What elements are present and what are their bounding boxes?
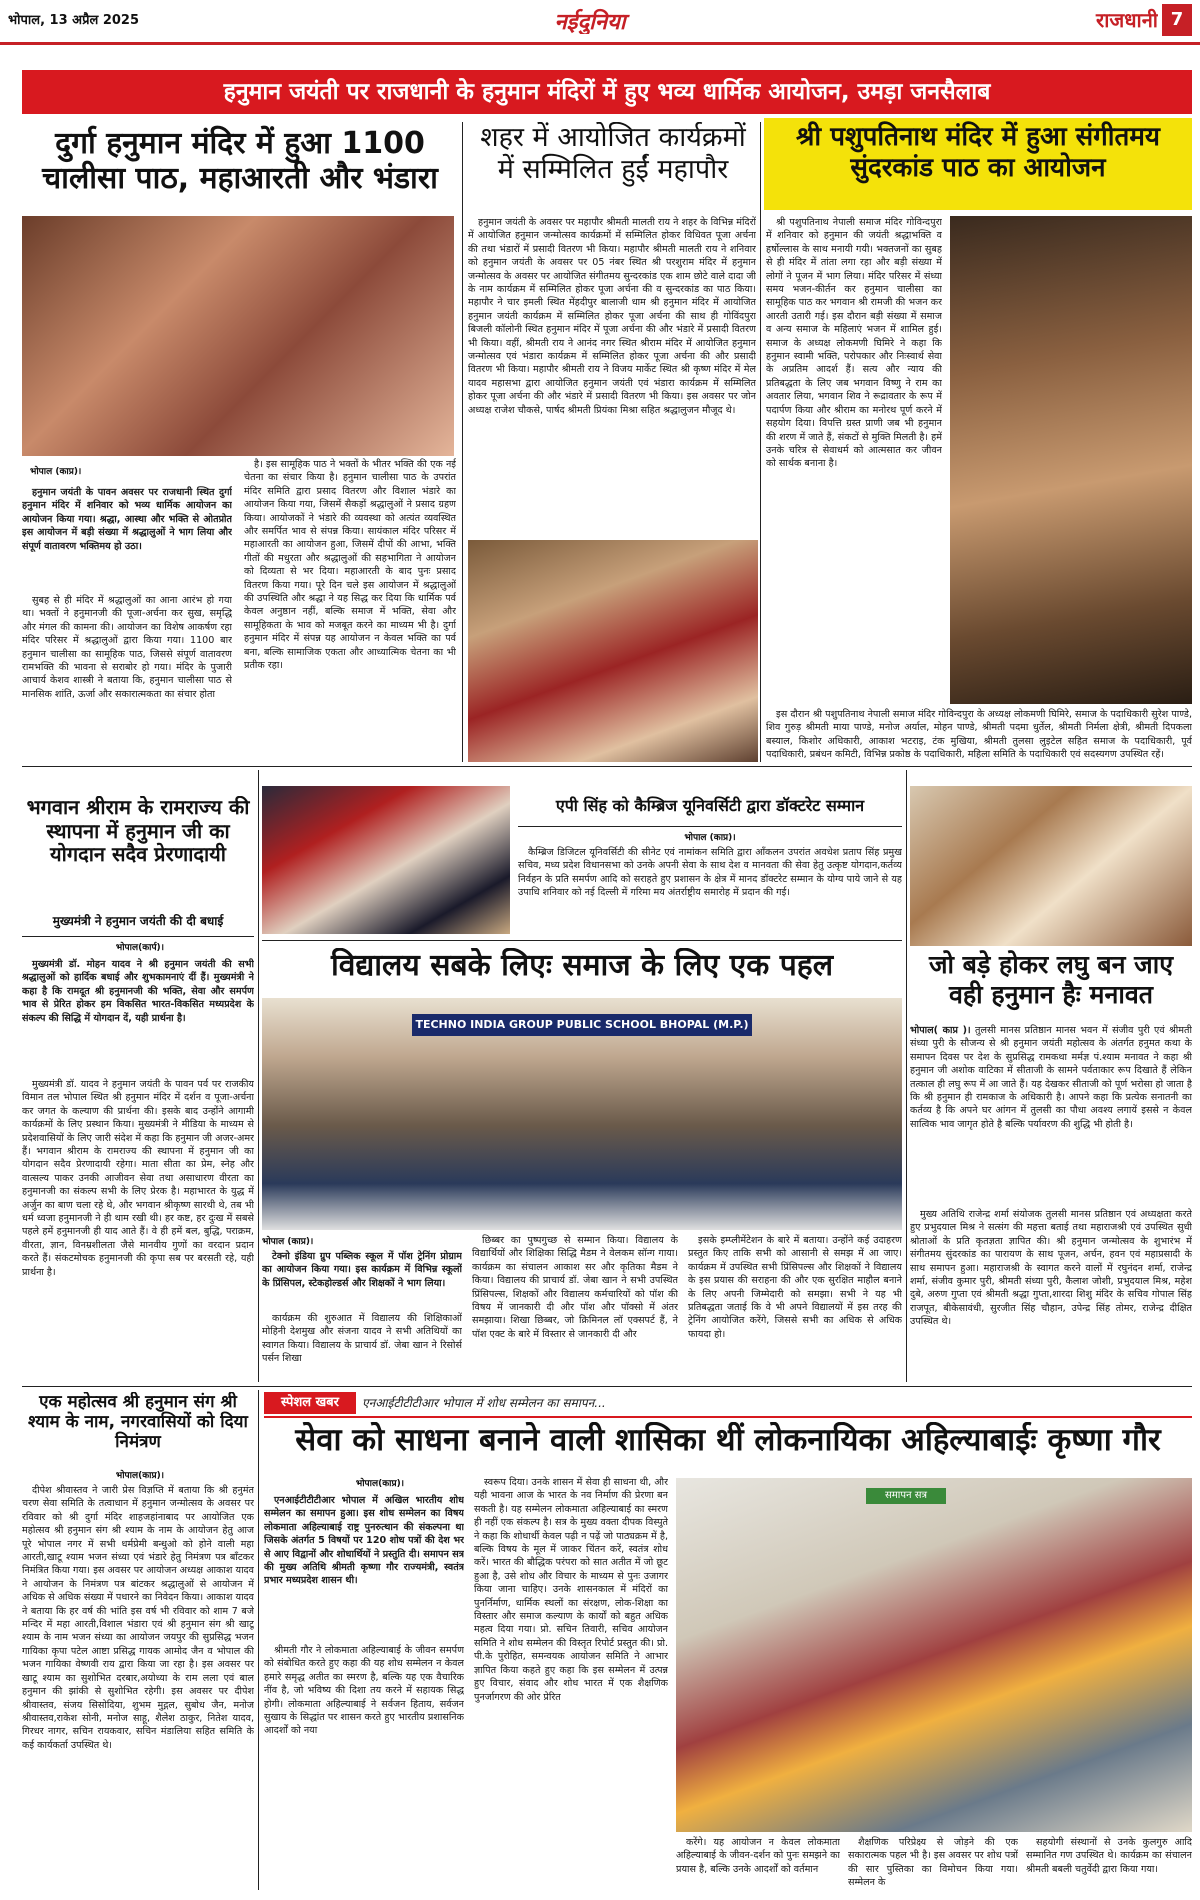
story6-photo — [262, 998, 902, 1230]
story5-photo — [262, 786, 510, 934]
story4-lead-text: मुख्यमंत्री डॉ. मोहन यादव ने श्री हनुमान जयंती की सभी श्रद्धालुओं को हार्दिक बधाई और शुभकामनाएं दीं हैं। मुख्यमंत्री ने कहा है कि रामदूत श्री हनुमानजी की भक्ति, सेवा और समर्पण भाव से प्रेरित होकर हम विकसित भारत-विकसित मध्यप्रदेश के संकल्प की सिद्धि में योगदान दें, यही प्रार्थना है। — [22, 959, 254, 1024]
story1-photo — [22, 216, 454, 456]
story9-tag-text: स्पेशल खबर — [281, 1395, 339, 1410]
story7-photo — [910, 786, 1192, 946]
story9-col4-text: शैक्षणिक परिप्रेक्ष्य से जोड़ने की एक सकारात्मक पहल भी है। इस अवसर पर शोध पत्रों की सार पुस्तिका का विमोचन किया गया। सम्मेलन के — [848, 1837, 1018, 1889]
story8-headline: एक महोत्सव श्री हनुमान संग श्री श्याम के नाम, नगरवासियों को दिया निमंत्रण — [28, 1392, 248, 1453]
story4-body — [22, 1078, 254, 1382]
story5-body — [518, 846, 902, 936]
story9-col5 — [1026, 1836, 1192, 1890]
story6-col2 — [472, 1234, 678, 1382]
story9-photo-banner-text: समापन सत्र — [884, 1490, 928, 1501]
story4-body-text: मुख्यमंत्री डॉ. यादव ने हनुमान जयंती के पावन पर्व पर राजकीय विमान तल भोपाल स्थित श्री हनुमान मंदिर में दर्शन व पूजा-अर्चना कर जगत के कल्याण की प्रार्थना की। इसके बाद उन्होंने आगामी कार्यक्रमों के लिए प्रस्थान किया। मुख्यमंत्री ने मीडिया के माध्यम से प्रदेशवासियों के लिए जारी संदेश में कहा कि हनुमान जी अजर-अमर हैं। भगवान श्रीराम के रामराज्य की स्थापना में हनुमान जी का योगदान सदैव प्रेरणादायी रहेगा। माता सीता का प्रेम, स्नेह और वात्सल्य पाकर उनकी आजीवन सेवा तथा असाधारण वीरता का हनुमानजी का संकल्प सभी के लिए प्रेरक है। महाभारत के युद्ध में अर्जुन का बाण चला रहे थे, और भगवान श्रीकृष्ण सारथी थे, तब भी धर्म ध्वजा हनुमानजी ने ही थाम रखी थी। हर कष्ट, हर दुःख में सबसे पहले हमें हनुमानजी ही याद आते हैं। वे ही हमें बल, बुद्धि, पराक्रम, वीरता, ज्ञान, विनम्रशीलता जैसे मानवीय गुणों का वरदान प्रदान करते हैं। संकटमोचक हनुमानजी की कृपा सब पर बरसती रहे, यही प्रार्थना है। — [22, 1079, 254, 1278]
story8-body-text: दीपेश श्रीवास्तव ने जारी प्रेस विज्ञप्ति में बताया कि श्री हनुमंत चरण सेवा समिति के तत्वाधान में हनुमान जन्मोत्सव के अवसर पर रविवार को श्री दुर्गा मंदिर शाहजहांनाबाद पर आयोजित एक महोत्सव श्री हनुमान संग श्री श्याम के नाम के आयोजन हेतु आज पूरे भोपाल नगर में सभी धर्मप्रेमी बन्धुओ को होने वाली महा आरती,खाटू श्याम भजन संध्या एवं भंडारे हेतु निमंत्रण पत्र बाँटकर निमंत्रित किया गया। इस अवसर पर आयोजन अध्यक्ष आकाश यादव ने आयोजन के निमंत्रण पत्र बांटकर श्रद्धालुओं से आयोजन में अधिक से अधिक संख्या में पधारने का निवेदन किया। आकाश यादव ने बताया कि हर वर्ष की भांति इस वर्ष भी रविवार को शाम 7 बजे मन्दिर में महा आरती,विशाल भंडारा एवं श्री हनुमान संग श्री खाटू श्याम के नाम भजन संध्या का आयोजन जयपुर की सुप्रसिद्ध भजन गायिका कृपा पटेल आष्टा प्रसिद्ध गायक आमोद जैन व भोपाल की भजन गायिका वेष्णवी राय द्वारा किया जा रहा है। इस अवसर पर खाटू श्याम का सुशोभित दरबार,अयोध्या के राम लला एवं बाल हनुमान की झांकी से सुशोभित रहेगी। इस अवसर पर दीपेश श्रीवास्तव, संजय सिसोदिया, शुभम मुद्गल, सुबोध जैन, मनोज श्रीवास्तव,राकेश सोनी, मनोज साहू, शैलेश ठाकुर, नितेश यादव, गिरधर नागर, सचिन रायकवार, सचिन मंडालिया सहित समिति के कई कार्यकर्ता उपस्थित थे। — [22, 1485, 254, 1751]
story6-col1 — [262, 1312, 462, 1382]
story6-col3 — [688, 1234, 902, 1382]
masthead — [0, 0, 1200, 50]
page-number: 7 — [1170, 9, 1184, 30]
story5-body-text: कैम्ब्रिज डिजिटल यूनिवर्सिटी की सीनेट एवं नामांकन समिति द्वारा आँकलन उपरांत अवधेश प्रताप सिंह प्रमुख सचिव, मध्य प्रदेश विधानसभा को उनके अपनी सेवा के साथ देश व मानवता की सेवा हेतु उत्कृष्ट योगदान,कर्तव्य निर्वहन के प्रति समर्पण आदि को सराहते हुए प्रशासन के क्षेत्र में मानद डॉक्टरेट सम्मान के योग्य पाये जाने से यह उपाधि शनिवार को नई दिल्ली में गरिमा मय अंतर्राष्ट्रीय समारोह में प्रदान की गई। — [518, 847, 902, 899]
story1-col2-text: है। इस सामूहिक पाठ ने भक्तों के भीतर भक्ति की एक नई चेतना का संचार किया है। हनुमान चालीसा पाठ के उपरांत मंदिर समिति द्वारा प्रसाद वितरण और विशाल भंडारे का आयोजन किया गया, जिसमें सैकड़ों श्रद्धालुओं ने प्रसाद ग्रहण किया। आयोजकों ने भंडारे की व्यवस्था को अत्यंत व्यवस्थित और समर्पित भाव से संपन्न किया। सायंकाल मंदिर परिसर में महाआरती का आयोजन हुआ, जिसमें दीपों की आभा, भक्ति गीतों की मधुरता और श्रद्धालुओं की सहभागिता ने आयोजन को दिव्यता से भर दिया। महाआरती के बाद पुनः प्रसाद वितरण किया गया। पूरे दिन चले इस आयोजन में श्रद्धालुओं की उपस्थिति और श्रद्धा ने यह सिद्ध कर दिया कि धार्मिक पर्व केवल अनुष्ठान नहीं, बल्कि समाज में भक्ति, सेवा और सामूहिकता के भाव को मजबूत करने का माध्यम भी है। दुर्गा हनुमान मंदिर में संपन्न यह आयोजन न केवल भक्ति का पर्व बना, बल्कि सामाजिक एकता और आध्यात्मिक चेतना का भी प्रतीक रहा। — [244, 459, 456, 672]
story1-lead-text: हनुमान जयंती के पावन अवसर पर राजधानी स्थित दुर्गा हनुमान मंदिर में शनिवार को भव्य धार्मिक आयोजन का आयोजन किया गया। श्रद्धा, आस्था और भक्ति से ओतप्रोत इस आयोजन में बड़ी संख्या में श्रद्धालुओं ने भाग लिया और संपूर्ण वातावरण भक्तिमय हो उठा। — [22, 487, 232, 552]
story6-lead-text: टेक्नो इंडिया ग्रुप पब्लिक स्कूल में पॉश ट्रेनिंग प्रोग्राम का आयोजन किया गया। इस कार्यक्रम में विभिन्न स्कूलों के प्रिंसिपल, स्टेकहोल्डर्स और शिक्षकों ने भाग लिया। — [262, 1251, 462, 1289]
story9-tag — [264, 1392, 356, 1414]
story6-headline: विद्यालय सबके लिएः समाज के लिए एक पहल — [330, 948, 834, 983]
story3-headline: श्री पशुपतिनाथ मंदिर में हुआ संगीतमय सुंदरकांड पाठ का आयोजन — [796, 122, 1160, 183]
story5-headline: एपी सिंह को कैम्ब्रिज यूनिवर्सिटी द्वारा डॉक्टरेट सम्मान — [555, 796, 865, 815]
page-number-badge — [1162, 4, 1192, 36]
story2-photo — [468, 540, 758, 762]
divider — [262, 940, 902, 941]
story2-body-text: हनुमान जयंती के अवसर पर महापौर श्रीमती मालती राय ने शहर के विभिन्न मंदिरों में आयोजित हनुमान जन्मोत्सव कार्यक्रमों में सम्मिलित होकर विधिवत पूजा अर्चना की तथा भंडारों में प्रसादी वितरण भी किया। महापौर श्रीमती मालती राय ने शनिवार को हनुमान जयंती के अवसर पर 05 नंबर स्थित श्री परशुराम मंदिर में हनुमान जन्मोत्सव के अवसर पर आयोजित संगीतमय सुन्दरकांड एक शाम छोटे वाले दादा जी के नाम कार्यक्रम में सम्मिलित होकर पूजा अर्चना की व सुन्दरकांड का पाठ किया। महापौर ने चार इमली स्थित मेंहदीपुर बालाजी धाम श्री हनुमान मंदिर में आयोजित हनुमान जयंती कार्यक्रम में सम्मिलित होकर पूजा अर्चना की साथ ही गोविंदपुरा बिजली कॉलोनी स्थित हनुमान मंदिर में पूजा अर्चना की और भंडारे में प्रसादी वितरण भी किया। वहीं, श्रीमती राय ने आनंद नगर स्थित श्रीराम मंदिर में आयोजित हनुमान जन्मोत्सव एवं भंडारा कार्यक्रम में सम्मिलित होकर पूजा अर्चना की और प्रसादी वितरण भी किया। महापौर श्रीमती राय ने विजय मार्केट स्थित श्री कृष्ण मंदिर में मेल यादव महासभा द्वारा आयोजित हनुमान जयंती एवं भंडारा कार्यक्रम में सम्मिलित होकर पूजा अर्चना की और भंडारे में प्रसादी वितरण भी किया। इस अवसर पर जोन अध्यक्ष राजेश चौकसे, पार्षद श्रीमती प्रियंका मिश्रा सहित श्रद्धालुजन मौजूद थे। — [468, 217, 756, 416]
story9-photo — [676, 1478, 1192, 1832]
story1-dateline: भोपाल (काप्र)। — [30, 467, 82, 477]
story7-body-text: मुख्य अतिथि राजेन्द्र शर्मा संयोजक तुलसी मानस प्रतिष्ठान एवं अध्यक्षता करते हुए प्रभुदयाल मिश्र ने सत्संग की महत्ता बताई तथा महाराजश्री एवं उपस्थित सुधी श्रोताओं के प्रति कृतज्ञता ज्ञापित की। श्री हनुमान जन्मोत्सव के शुभारंभ में संगीतमय सुंदरकांड का पारायण के साथ पूजन, अर्चन, हवन एवं महाप्रसादी के साथ समापन हुआ। महाराजश्री के स्वागत करने वालों में रघुनंदन शर्मा, राजेन्द्र शर्मा, संजीव कुमार पुरी, श्रीमती संध्या पुरी, कैलाश जोशी, प्रभुदयाल मिश्र, महेश दुबे, अरुण गुप्ता एवं श्रीमती श्रद्धा गुप्ता,शारदा शिशु मंदिर के सचिव गोपाल सिंह राजपूत, बीकेसावंधी, सुरजीत सिंह चौहान, उपेन्द्र सिंह तोमर, राजेन्द्र दीक्षित उपस्थित थे। — [910, 1209, 1192, 1328]
story7-dateline: भोपाल( काप्र )। — [910, 1025, 971, 1036]
divider — [518, 826, 902, 827]
story6-photo-banner-text: TECHNO INDIA GROUP PUBLIC SCHOOL BHOPAL (M.P.) — [415, 1018, 749, 1031]
divider — [22, 936, 254, 937]
story7-body — [910, 1208, 1192, 1382]
story6-photo-banner — [412, 1014, 752, 1036]
story9-dateline: भोपाल(काप्र)। — [355, 1479, 405, 1489]
story4-headline: भगवान श्रीराम के रामराज्य की स्थापना में हनुमान जी का योगदान सदैव प्रेरणादायी — [26, 796, 250, 867]
story9-kicker: एनआईटीटीटीआर भोपाल में शोध सम्मेलन का समापन... — [362, 1396, 606, 1410]
story5-dateline: भोपाल (काप्र)। — [684, 833, 736, 843]
story3-foot-text: इस दौरान श्री पशुपतिनाथ नेपाली समाज मंदिर गोविन्दपुरा के अध्यक्ष लोकमणी घिमिरे, समाज के पदाधिकारी सुरेश पाण्डे, शिव गुरुड़ श्रीमती माया पाण्डे, मनोज अर्याल, मोहन पाण्डे, श्रीमती पदमा धुर्तेल, श्रीमती निर्मला क्षेत्री, श्रीमती दिपकला बस्याल, किशोर अधिकारी, आकाश भटराइ, टंक मुखिया, श्रीमती तुलसा लुइटेल सहित समाज के पदाधिकारी, पूर्व पदाधिकारी, प्रबंधन कमिटी, विभिन्न प्रकोष्ठ के पदाधिकारी, महिला समिति के पदाधिकारी एवं सदस्यगण उपस्थित रहें। — [766, 709, 1192, 761]
story9-lead — [264, 1494, 464, 1640]
story8-dateline: भोपाल(काप्र)। — [115, 1471, 165, 1481]
story9-col3-text: करेंगे। यह आयोजन न केवल लोकमाता अहिल्याबाई के जीवन-दर्शन को पुनः समझने का प्रयास है, बल्कि उनके आदर्शों को वर्तमान — [676, 1837, 840, 1875]
story3-headline-box — [764, 118, 1192, 210]
section-banner — [22, 70, 1192, 114]
divider — [258, 770, 259, 1382]
story7-lead-text: तुलसी मानस प्रतिष्ठान मानस भवन में संजीव पुरी एवं श्रीमती संध्या पुरी के सौजन्य से श्री हनुमान जयंती महोत्सव के अंतर्गत हनुमत कथा के समापन दिवस पर देश के सुप्रसिद्ध रामकथा मर्मज्ञ पं.श्याम मनावत ने कहा श्री हनुमान जी अशोक वाटिका में सीताजी के सामने पर्वताकार रूप दिखाते हैं लेकिन तत्काल ही लघु रूप में आ जाते हैं। यह देखकर सीताजी को पूर्ण भरोसा हो जाता है कि श्री हनुमान ही रामकाज के अधिकारी है। आपने कहा कि प्रत्येक सनातनी का कर्तव्य है कि अपने घर आंगन में तुलसी का पौधा अवश्य लगायें इससे न केवल सात्विक भाव जागृत होते है बल्कि पर्यावरण की शुद्धि भी होती है। — [910, 1025, 1192, 1130]
story6-col3-text: इसके इम्प्लीमेंटेशन के बारे में बताया। उन्होंने कई उदाहरण प्रस्तुत किए ताकि सभी को आसानी से समझ में आ जाए। कार्यक्रम में उपस्थित सभी प्रिंसिपल्स और शिक्षकों ने विद्यालय के इस प्रयास की सराहना की और एक सुरक्षित माहौल बनाने के लिए अपनी जिम्मेदारी को समझा। सभी ने यह भी प्रतिबद्धता जताई कि वे भी अपने विद्यालयों में इस तरह की ट्रेनिंग आयोजित करेंगे, जिससे सभी का अधिक से अधिक फायदा हो। — [688, 1235, 902, 1340]
story7-headline: जो बड़े होकर लघु बन जाए वही हनुमान हैः मनावत — [928, 950, 1174, 1009]
story9-col5-text: सहयोगी संस्थानों से उनके कुलगुरु आदि सम्मानित गण उपस्थित थे। कार्यक्रम का संचालन श्रीमती बबली चतुर्वेदी द्वारा किया गया। — [1026, 1837, 1192, 1875]
story9-kicker-rule — [264, 1416, 1192, 1418]
story9-col1 — [264, 1644, 464, 1890]
story9-col3 — [676, 1836, 840, 1890]
masthead-section: राजधानी — [1096, 8, 1158, 32]
story2-body — [468, 216, 756, 538]
story3-col1 — [766, 216, 942, 712]
story9-col2-text: स्वरूप दिया। उनके शासन में सेवा ही साधना थी, और यही भावना आज के भारत के नव निर्माण की प्रेरणा बन सकती है। यह सम्मेलन लोकमाता अहिल्याबाई का स्मरण ही नहीं एक संकल्प है। सत्र के मुख्य वक्ता दीपक विस्पुते ने कहा कि शोधार्थी केवल पढ़ी न पढ़ें जो पाठ्यक्रम में है, बल्कि विषय के मूल में जाकर चिंतन करें, स्वतंत्र शोध करें। भारत की बौद्धिक परंपरा को सात अतीत में जो छूट हुआ है, उसे शोध और विचार के माध्यम से पुनः उजागर किया जाना चाहिए। उनके शासनकाल में मंदिरों का पुनर्निर्माण, धार्मिक स्थलों का संरक्षण, लोक-शिक्षा का विस्तार और समाज कल्याण के कार्यों को बहुत अधिक महत्व दिया गया। प्रो. सचिन तिवारी, सचिव आयोजन समिति ने शोध सम्मेलन की विस्तृत रिपोर्ट प्रस्तुत की। प्रो. पी.के पुरोहित, समन्वयक आयोजन समिति ने आभार ज्ञापित किया कहते हुए कहा कि इस सम्मेलन में उत्पन्न हुए विचार, संवाद और शोध भारत में एक शैक्षणिक पुनर्जागरण की ओर प्रेरित — [474, 1477, 668, 1703]
masthead-rule — [0, 42, 1200, 45]
divider — [462, 122, 463, 762]
story6-col1-text: कार्यक्रम की शुरुआत में विद्यालय की शिक्षिकाओं मोहिनी देशमुख और संजना यादव ने सभी अतिथियों का स्वागत किया। विद्यालय के प्राचार्य डॉ. जेबा खान ने रिसोर्स पर्सन शिखा — [262, 1313, 462, 1365]
story2-headline: शहर में आयोजित कार्यक्रमों में सम्मिलित हुईं महापौर — [480, 122, 746, 185]
story1-lead — [22, 486, 232, 590]
masthead-date: भोपाल, 13 अप्रैल 2025 — [8, 13, 140, 28]
divider — [258, 1390, 259, 1890]
story1-col1-text: सुबह से ही मंदिर में श्रद्धालुओं का आना आरंभ हो गया था। भक्तों ने हनुमानजी की पूजा-अर्चना कर सुख, समृद्धि और मंगल की कामना की। आयोजन का विशेष आकर्षण रहा मंदिर परिसर में श्रद्धालुओं द्वारा किया गया। 1100 बार हनुमान चालीसा का सामूहिक पाठ, जिससे संपूर्ण वातावरण रामभक्ति की भावना से सराबोर हो गया। मंदिर के पुजारी आचार्य केशव शास्त्री ने बताया कि, हनुमान चालीसा पाठ से मानसिक शांति, ऊर्जा और सकारात्मकता का संचार होता — [22, 595, 232, 700]
story6-col2-text: छिब्बर का पुष्पगुच्छ से सम्मान किया। विद्यालय के विद्यार्थियों और शिक्षिका सिद्धि मैडम ने वेलकम सॉन्ग गाया। कार्यक्रम का संचालन आकाश सर और कृतिका मैडम ने किया। विद्यालय की प्राचार्य डॉ. जेबा खान ने सभी उपस्थित प्रिंसिपल्स, शिक्षकों और विद्यालय कर्मचारियों को पॉश की विषय में जानकारी दी और पॉश और पॉक्सो में अंतर समझाया। शिखा छिब्बर, जो क्रिमिनल लॉ एक्सपर्ट हैं, ने पॉश एक्ट के बारे में विस्तार से जानकारी दी और — [472, 1235, 678, 1340]
divider — [22, 766, 1192, 767]
story3-photo — [950, 216, 1192, 704]
story1-col1 — [22, 594, 232, 762]
story1-headline: दुर्गा हनुमान मंदिर में हुआ 1100 चालीसा पाठ, महाआरती और भंडारा — [42, 126, 438, 197]
masthead-logo: नईदुनिया — [554, 10, 626, 34]
section-banner-text: हनुमान जयंती पर राजधानी के हनुमान मंदिरों में हुए भव्य धार्मिक आयोजन, उमड़ा जनसैलाब — [223, 79, 991, 105]
story3-foot — [766, 708, 1192, 764]
divider — [22, 1386, 1192, 1387]
story9-col1-text: श्रीमती गौर ने लोकमाता अहिल्याबाई के जीवन समर्पण को संबोधित करते हुए कहा की यह शोध सम्मेलन न केवल हमारे समृद्ध अतीत का स्मरण है, बल्कि यह एक वैचारिक नींव है, जो भविष्य की दिशा तय करने में सहायक सिद्ध होगी। लोकमाता अहिल्याबाई ने सर्वजन हिताय, सर्वजन सुखाय के सिद्धांत पर शासन करते हुए भारतीय प्रशासनिक आदर्शों को नया — [264, 1645, 464, 1737]
story9-headline: सेवा को साधना बनाने वाली शासिका थीं लोकनायिका अहिल्याबाईः कृष्णा गौर — [295, 1422, 1161, 1458]
story4-dateline: भोपाल(कार्प)। — [115, 943, 165, 953]
story4-subhead: मुख्यमंत्री ने हनुमान जयंती की दी बधाई — [52, 914, 224, 928]
story4-lead — [22, 958, 254, 1076]
story3-col1-text: श्री पशुपतिनाथ नेपाली समाज मंदिर गोविन्दपुरा में शनिवार को हनुमान की जयंती श्रद्धाभक्ति व हर्षोल्लास के साथ मनायी गयी। भक्तजनों का सुबह से ही मंदिर में तांता लगा रहा और बड़ी संख्या में लोगों ने पूजन में भाग लिया। मंदिर परिसर में संध्या समय भजन-कीर्तन कर हनुमान चालीसा का सामूहिक पाठ कर भगवान श्री रामजी की भजन कर आरती उतारी गई। इस दौरान बड़ी संख्या में समाज व अन्य समाज के महिलाएं भजन में शामिल हुई। समाज के अध्यक्ष लोकमणी घिमिरे ने कहा कि हनुमान स्वामी भक्ति, परोपकार और निःस्वार्थ सेवा के अप्रतिम आदर्श हैं। सत्य और न्याय की प्रतिबद्धता के लिए जब भगवान विष्णु ने राम का अवतार लिया, भगवान शिव ने रूद्रावतार के रूप में पदार्पण किया और श्रीराम का मनोरथ पूर्ण करने में सहयोग दिया। विपत्ति ग्रस्त प्राणी जब भी हनुमान की शरण में जाते हैं, संकटों से मुक्ति मिलती है। हमें उनके चरित्र से सेवाधर्म को आत्मसात कर जीवन को सार्थक बनाना है। — [766, 217, 942, 470]
story9-photo-banner — [866, 1488, 946, 1504]
story6-lead — [262, 1250, 462, 1310]
story9-col4 — [848, 1836, 1018, 1890]
story9-lead-text: एनआईटीटीटीआर भोपाल में अखिल भारतीय शोध सम्मेलन का समापन हुआ। इस शोध सम्मेलन का विषय लोकमाता अहिल्याबाई राष्ट्र पुनरुत्थान की संकल्पना था जिसके अंतर्गत 5 विषयों पर 120 शोध पत्रों की देश भर से आए विद्वानों और शोधार्थियों ने प्रस्तुति दी। समापन सत्र की मुख्य अतिथि श्रीमती कृष्णा गौर राज्यमंत्री, स्वतंत्र प्रभार मध्यप्रदेश शासन थी। — [264, 1495, 464, 1587]
divider — [760, 122, 761, 762]
story9-col2 — [474, 1476, 668, 1890]
story8-body — [22, 1484, 254, 1890]
story1-col2 — [244, 458, 456, 762]
story7-lead — [910, 1024, 1192, 1208]
divider — [906, 770, 907, 1382]
story6-dateline: भोपाल (काप्र)। — [262, 1237, 314, 1247]
